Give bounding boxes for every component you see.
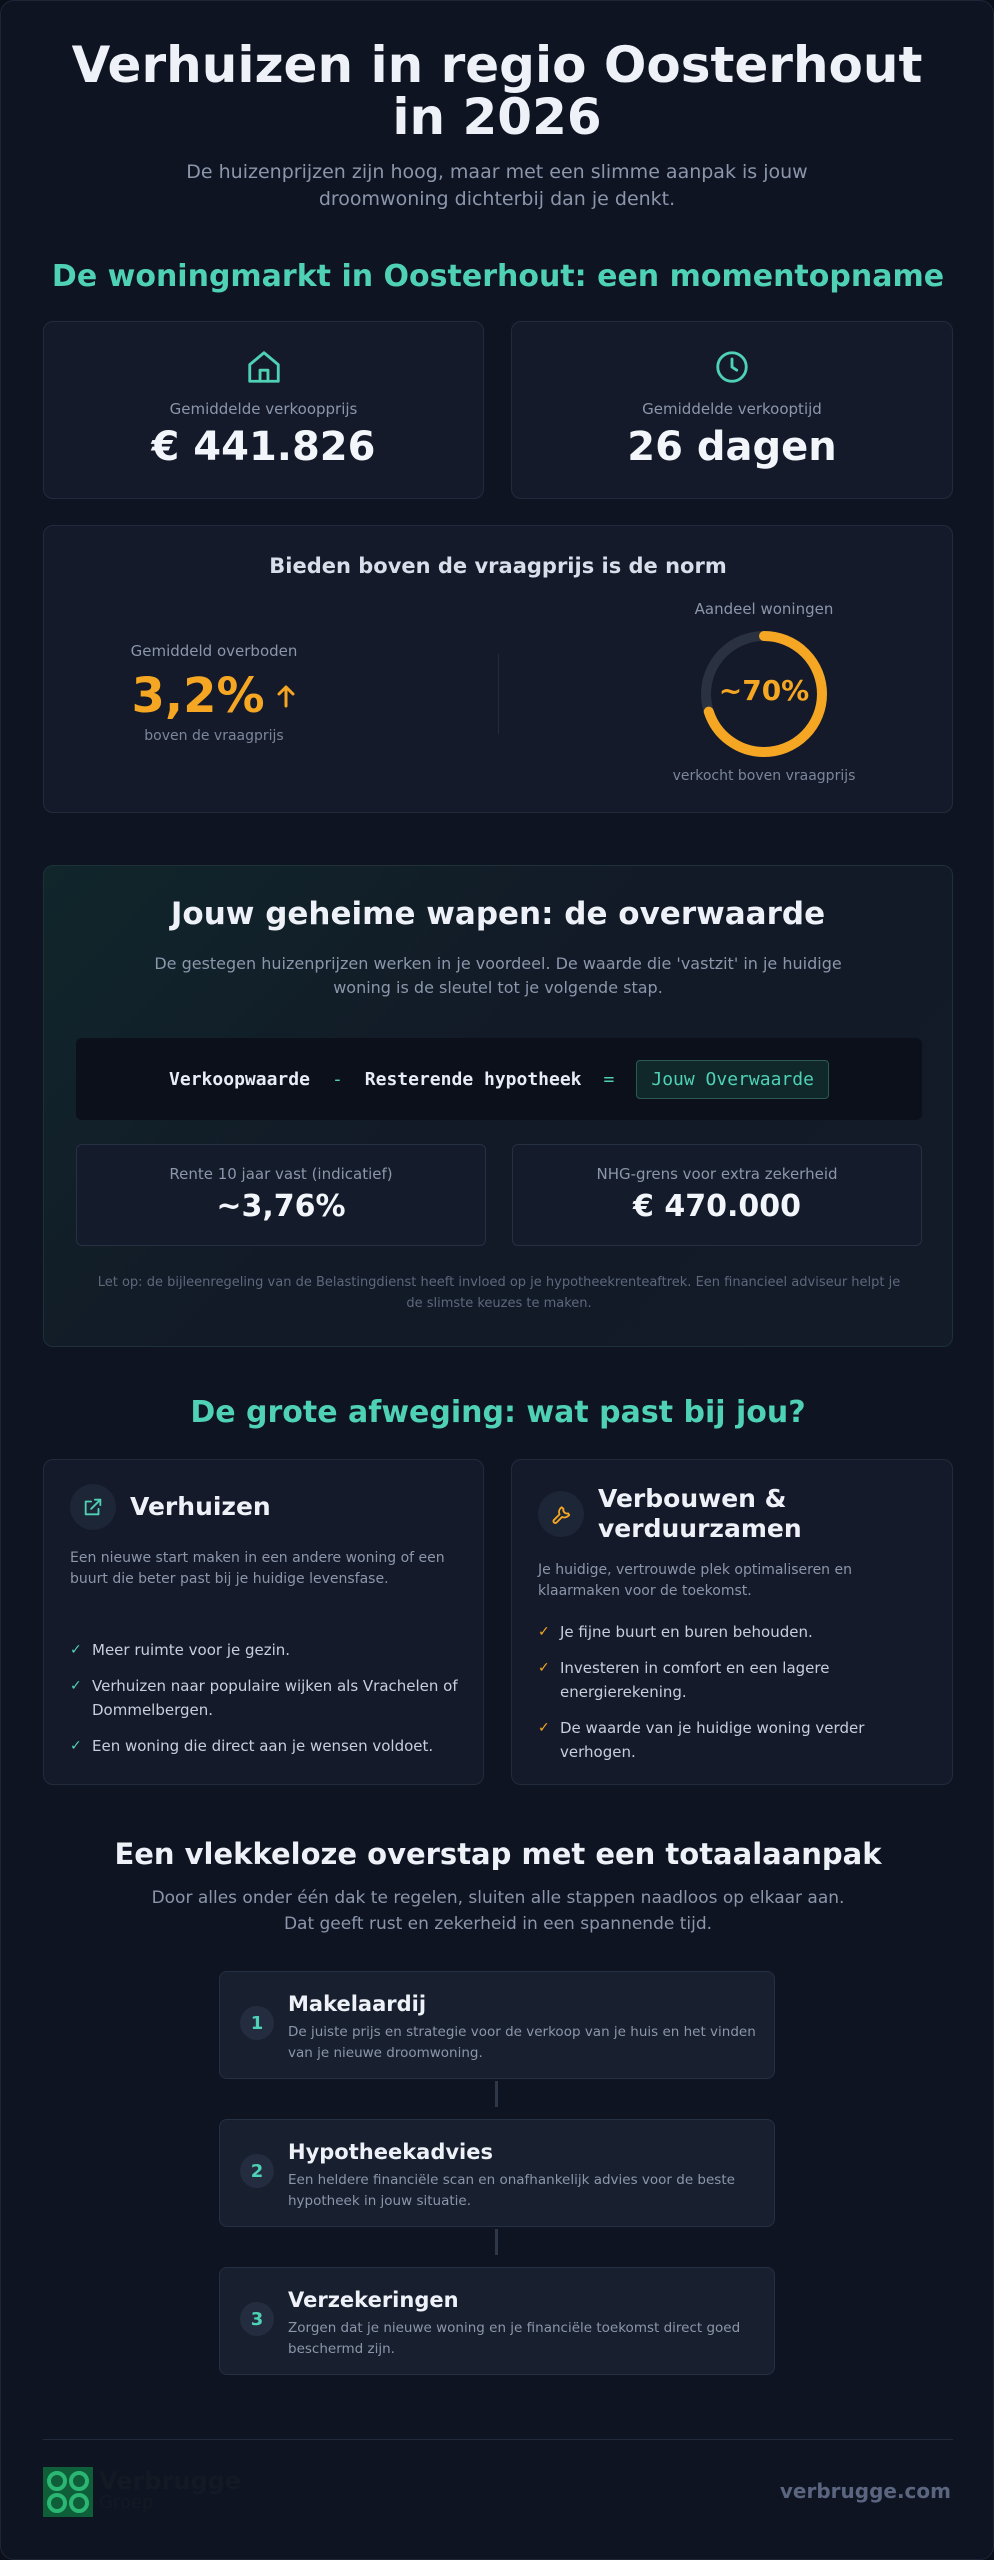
step-desc: Zorgen dat je nieuwe woning en je financiële toekomst direct goed beschermd zijn.	[288, 2320, 741, 2357]
bidding-card	[43, 525, 953, 813]
page-title: Verhuizen in regio Oosterhout in 2026	[71, 36, 923, 146]
step-card-makelaardij	[219, 1971, 775, 2079]
step-title: Hypotheekadvies	[288, 2140, 493, 2164]
page-subtitle: De huizenprijzen zijn hoog, maar met een slimme aanpak is jouw droomwoning dichterbij dan je denkt.	[186, 161, 808, 210]
interest-rate-label: Rente 10 jaar vast (indicatief)	[169, 1165, 393, 1183]
list-item: ✓ Een woning die direct aan je wensen voldoet.	[70, 1734, 470, 1758]
overwaarde-note: Let op: de bijleenregeling van de Belastingdienst heeft invloed op je hypotheekrenteaftrek. Een financieel adviseur helpt je de slimste keuzes te maken.	[97, 1275, 901, 1311]
approach-subtitle: Door alles onder één dak te regelen, sluiten alle stappen naadloos op elkaar aan. Dat geeft rust en zekerheid in een spannende tijd.	[151, 1888, 845, 1934]
rebuild-title: Verbouwen & verduurzamen	[598, 1484, 802, 1543]
overbid-value-row	[114, 668, 314, 724]
step-card-verzekeringen	[219, 2267, 775, 2375]
hero	[1, 1, 993, 213]
list-item: ✓ Meer ruimte voor je gezin.	[70, 1638, 470, 1662]
wrench-icon	[550, 1503, 572, 1525]
list-item: ✓ Verhuizen naar populaire wijken als Vrachelen of Dommelbergen.	[70, 1674, 470, 1722]
formula-result: Jouw Overwaarde	[636, 1060, 829, 1099]
interest-rate-card	[76, 1144, 486, 1246]
share-sub: verkocht boven vraagprijs	[672, 768, 856, 784]
overwaarde-card	[43, 865, 953, 1347]
step-number: 3	[240, 2302, 274, 2336]
rebuild-desc: Je huidige, vertrouwde plek optimaliseren en klaarmaken voor de toekomst.	[538, 1562, 852, 1599]
logo-mark-icon	[43, 2467, 93, 2517]
market-section-title: De woningmarkt in Oosterhout: een momentopname	[51, 259, 945, 294]
avg-price-value: € 441.826	[151, 424, 376, 470]
rebuild-icon-chip	[538, 1491, 584, 1537]
external-arrow-icon	[82, 1496, 104, 1518]
formula-minus: -	[331, 1068, 343, 1090]
check-icon: ✓	[70, 1642, 82, 1658]
step-number: 1	[240, 2006, 274, 2040]
avg-time-card	[511, 321, 953, 499]
avg-time-label: Gemiddelde verkooptijd	[642, 400, 822, 418]
step-card-hypotheekadvies	[219, 2119, 775, 2227]
overbid-label: Gemiddeld overboden	[130, 642, 298, 660]
rebuild-card	[511, 1459, 953, 1785]
clock-icon	[713, 348, 751, 386]
share-label: Aandeel woningen	[694, 600, 834, 618]
formula-sale-value: Verkoopwaarde	[169, 1068, 310, 1090]
step-title: Makelaardij	[288, 1992, 427, 2016]
avg-time-value: 26 dagen	[627, 424, 837, 470]
overwaarde-text: De gestegen huizenprijzen werken in je voordeel. De waarde die 'vastzit' in je huidige woning is de sleutel tot je volgende stap.	[154, 954, 842, 997]
interest-rate-value: ~3,76%	[216, 1189, 346, 1224]
overbid-sub: boven de vraagprijs	[144, 728, 284, 744]
check-icon: ✓	[538, 1660, 550, 1676]
step-connector	[495, 2081, 498, 2107]
avg-price-card	[43, 321, 484, 499]
move-title: Verhuizen	[130, 1492, 271, 1521]
check-icon: ✓	[70, 1678, 82, 1694]
list-item: ✓ Investeren in comfort en een lagere energierekening.	[538, 1656, 928, 1704]
bidding-divider	[498, 654, 499, 734]
avg-price-label: Gemiddelde verkoopprijs	[169, 400, 358, 418]
footer-url[interactable]: verbrugge.com	[779, 2479, 951, 2503]
nhg-limit-card	[512, 1144, 922, 1246]
rebuild-list	[538, 1620, 928, 1776]
move-list	[70, 1638, 470, 1770]
list-item: ✓ Je fijne buurt en buren behouden.	[538, 1620, 928, 1644]
move-desc: Een nieuwe start maken in een andere woning of een buurt die beter past bij je huidige levensfase.	[70, 1550, 445, 1587]
list-item: ✓ De waarde van je huidige woning verder verhogen.	[538, 1716, 928, 1764]
rebuild-header	[538, 1484, 818, 1544]
arrow-up-icon	[275, 683, 297, 709]
step-connector	[495, 2229, 498, 2255]
nhg-limit-value: € 470.000	[633, 1189, 801, 1224]
overwaarde-title: Jouw geheime wapen: de overwaarde	[170, 896, 826, 932]
share-block	[644, 600, 884, 784]
step-title: Verzekeringen	[288, 2288, 459, 2312]
bidding-title: Bieden boven de vraagprijs is de norm	[269, 554, 727, 578]
check-icon: ✓	[538, 1720, 550, 1736]
move-icon-chip	[70, 1484, 116, 1530]
logo-name: Verbrugge	[99, 2467, 242, 2495]
share-value: ~70%	[718, 674, 810, 707]
footer-logo[interactable]	[43, 2467, 241, 2517]
formula-equals: =	[603, 1068, 615, 1090]
footer-divider	[43, 2439, 953, 2440]
choice-section-title: De grote afweging: wat past bij jou?	[190, 1395, 806, 1430]
logo-sub: Groep	[99, 2492, 154, 2513]
nhg-limit-label: NHG-grens voor extra zekerheid	[596, 1165, 838, 1183]
overbid-block	[114, 642, 314, 744]
step-number: 2	[240, 2154, 274, 2188]
logo-wordmark	[99, 2467, 242, 2514]
overwaarde-formula	[76, 1038, 922, 1120]
check-icon: ✓	[70, 1738, 82, 1754]
overbid-value: 3,2%	[131, 668, 265, 724]
home-icon	[245, 348, 283, 386]
step-desc: Een heldere financiële scan en onafhankelijk advies voor de beste hypotheek in jouw situatie.	[288, 2172, 735, 2209]
move-card	[43, 1459, 484, 1785]
check-icon: ✓	[538, 1624, 550, 1640]
move-header	[70, 1484, 271, 1530]
formula-remaining-mortgage: Resterende hypotheek	[364, 1068, 582, 1090]
step-desc: De juiste prijs en strategie voor de verkoop van je huis en het vinden van je nieuwe droomwoning.	[288, 2024, 756, 2061]
share-donut	[698, 628, 830, 760]
approach-title: Een vlekkeloze overstap met een totaalaanpak	[114, 1837, 882, 1871]
